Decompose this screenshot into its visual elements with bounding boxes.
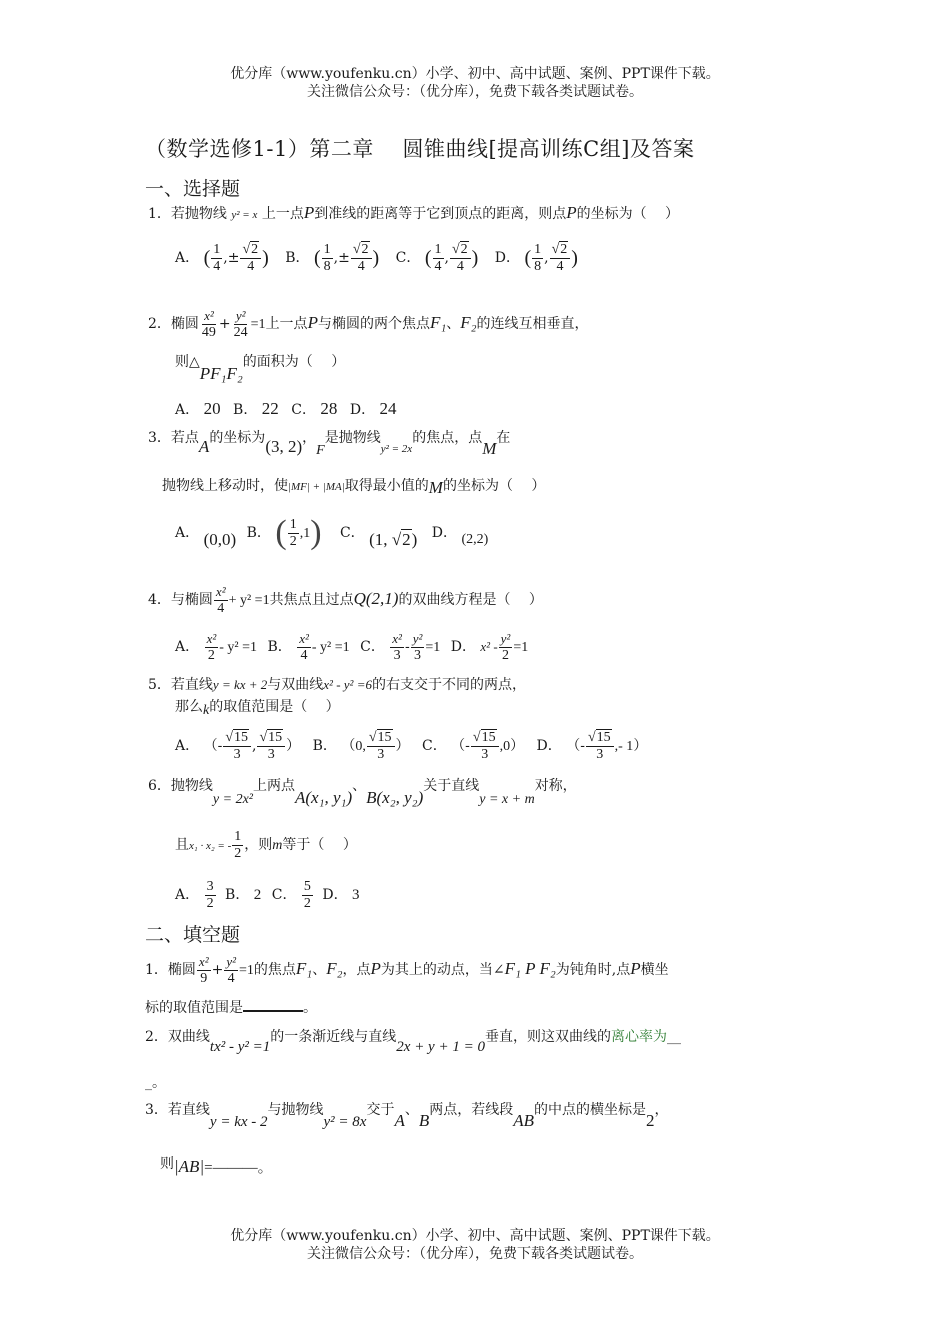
page-footer-line2: 关注微信公众号：（优分库），免费下载各类试题试卷。 [307, 1246, 643, 1262]
question-6-options: A． $\frac{3}{2}$ B． 2 C． $\frac{5}{2}$ D． 3 [175, 878, 360, 911]
question-6: 6．抛物线y = 2x²上两点A(x₁, y₁)、B(x₂, y₂)关于直线y = x + m对称， [148, 778, 577, 807]
question-1-options: A． ( $\frac{1}{4}$ ,± $\frac{√2}{4}$ ) B． ( $\frac{1}{8}$ ,± $\frac{√2}{4}$ ) C． ( $\frac{1}{4}$ , $\frac{√2}{4}$ ) D． ( $\frac{1}{8}$ , $\frac{√2}{4}$ ) [175, 241, 578, 274]
question-2: 2．椭圆 $\frac{\text{x²}}{49}$ + $\frac{\text{y²}}{24}$ =1上一点P与椭圆的两个焦点F₁、F₂的连线互相垂直， [148, 307, 589, 340]
page-footer-line1: 优分库（www.youfenku.cn）小学、初中、高中试题、案例、PPT课件下载。 [230, 1228, 720, 1244]
question-6-line2: 且x₁ · x₂ = - $\frac{1}{2}$ ，则m等于（ ） [175, 828, 357, 861]
question-3: 3．若点A的坐标为(3, 2)，F是抛物线$_{y^2 = 2x}$的焦点，点M在 [148, 430, 511, 458]
fill-question-2-line2: _。 [145, 1075, 166, 1091]
fill-question-2: 2．双曲线tx² - y² =1的一条渐近线与直线2x + y + 1 = 0垂直，则这双曲线的离心率为__ [145, 1029, 681, 1055]
question-3-options: A． (0,0) B． ( $\frac{1}{2}$ ,1) C． (1, √2) D． (2,2) [175, 514, 489, 551]
eccentricity-label: 离心率为 [610, 1029, 667, 1045]
question-1: 1．若抛物线 y² = x 上一点P到准线的距离等于它到顶点的距离，则点P的坐标为（ ） [148, 203, 680, 222]
section-heading-choice: 一、选择题 [145, 178, 241, 200]
page-header-line2: 关注微信公众号：（优分库），免费下载各类试题试卷。 [307, 84, 643, 100]
fill-question-1-line2: 标的取值范围是 。 [145, 1000, 317, 1016]
question-3-line2: 抛物线上移动时，使|MF| + |MA|取得最小值的M的坐标为（ ） [162, 478, 546, 497]
question-4-options: A． $\frac{\text{x²}}{2}$ - y² =1 B． $\frac{\text{x²}}{4}$ - y² =1 C． $\frac{\text{x²}}{3}$ - $\frac{\text{y²}}{3}$ =1 D． x² - $\frac{\text{y²}}{2}$ =1 [175, 630, 529, 663]
question-2-options: A． 20 B． 22 C． 28 D． 24 [175, 399, 397, 418]
section-heading-fill: 二、填空题 [145, 924, 241, 946]
page-title: （数学选修1-1）第二章 圆锥曲线[提高训练C组]及答案 [145, 137, 695, 161]
page-header-line1: 优分库（www.youfenku.cn）小学、初中、高中试题、案例、PPT课件下载。 [230, 66, 720, 82]
question-5-options: A． （- $\frac{√15}{3}$ , $\frac{√15}{3}$ ） B． （0, $\frac{√15}{3}$ ） C． （- $\frac{√15}{3}$ ,0） D． （- $\frac{√15}{3}$ ,- 1） [175, 729, 648, 762]
fill-question-3-line2: 则|AB|=———。 [160, 1156, 273, 1176]
question-4: 4．与椭圆 $\frac{\text{x²}}{4}$ + y² =1共焦点且过点Q(2,1)的双曲线方程是（ ） [148, 583, 543, 616]
question-2-line2: 则△PF₁F₂的面积为（ ） [175, 354, 346, 383]
answer-blank [243, 998, 303, 1012]
question-5-line2: 那么k的取值范围是（ ） [175, 699, 340, 718]
fill-question-1: 1．椭圆 $\frac{\text{x²}}{9}$ + $\frac{\text{y²}}{4}$ =1的焦点F₁、F₂，点P为其上的动点，当∠F₁ P F₂为钝角时,点P横坐 [145, 953, 669, 986]
question-5: 5．若直线y = kx + 2与双曲线x² - y² =6的右支交于不同的两点， [148, 677, 526, 693]
fill-question-3: 3．若直线y = kx - 2与抛物线y² = 8x交于A、B两点，若线段AB的中点的横坐标是2， [145, 1102, 669, 1130]
